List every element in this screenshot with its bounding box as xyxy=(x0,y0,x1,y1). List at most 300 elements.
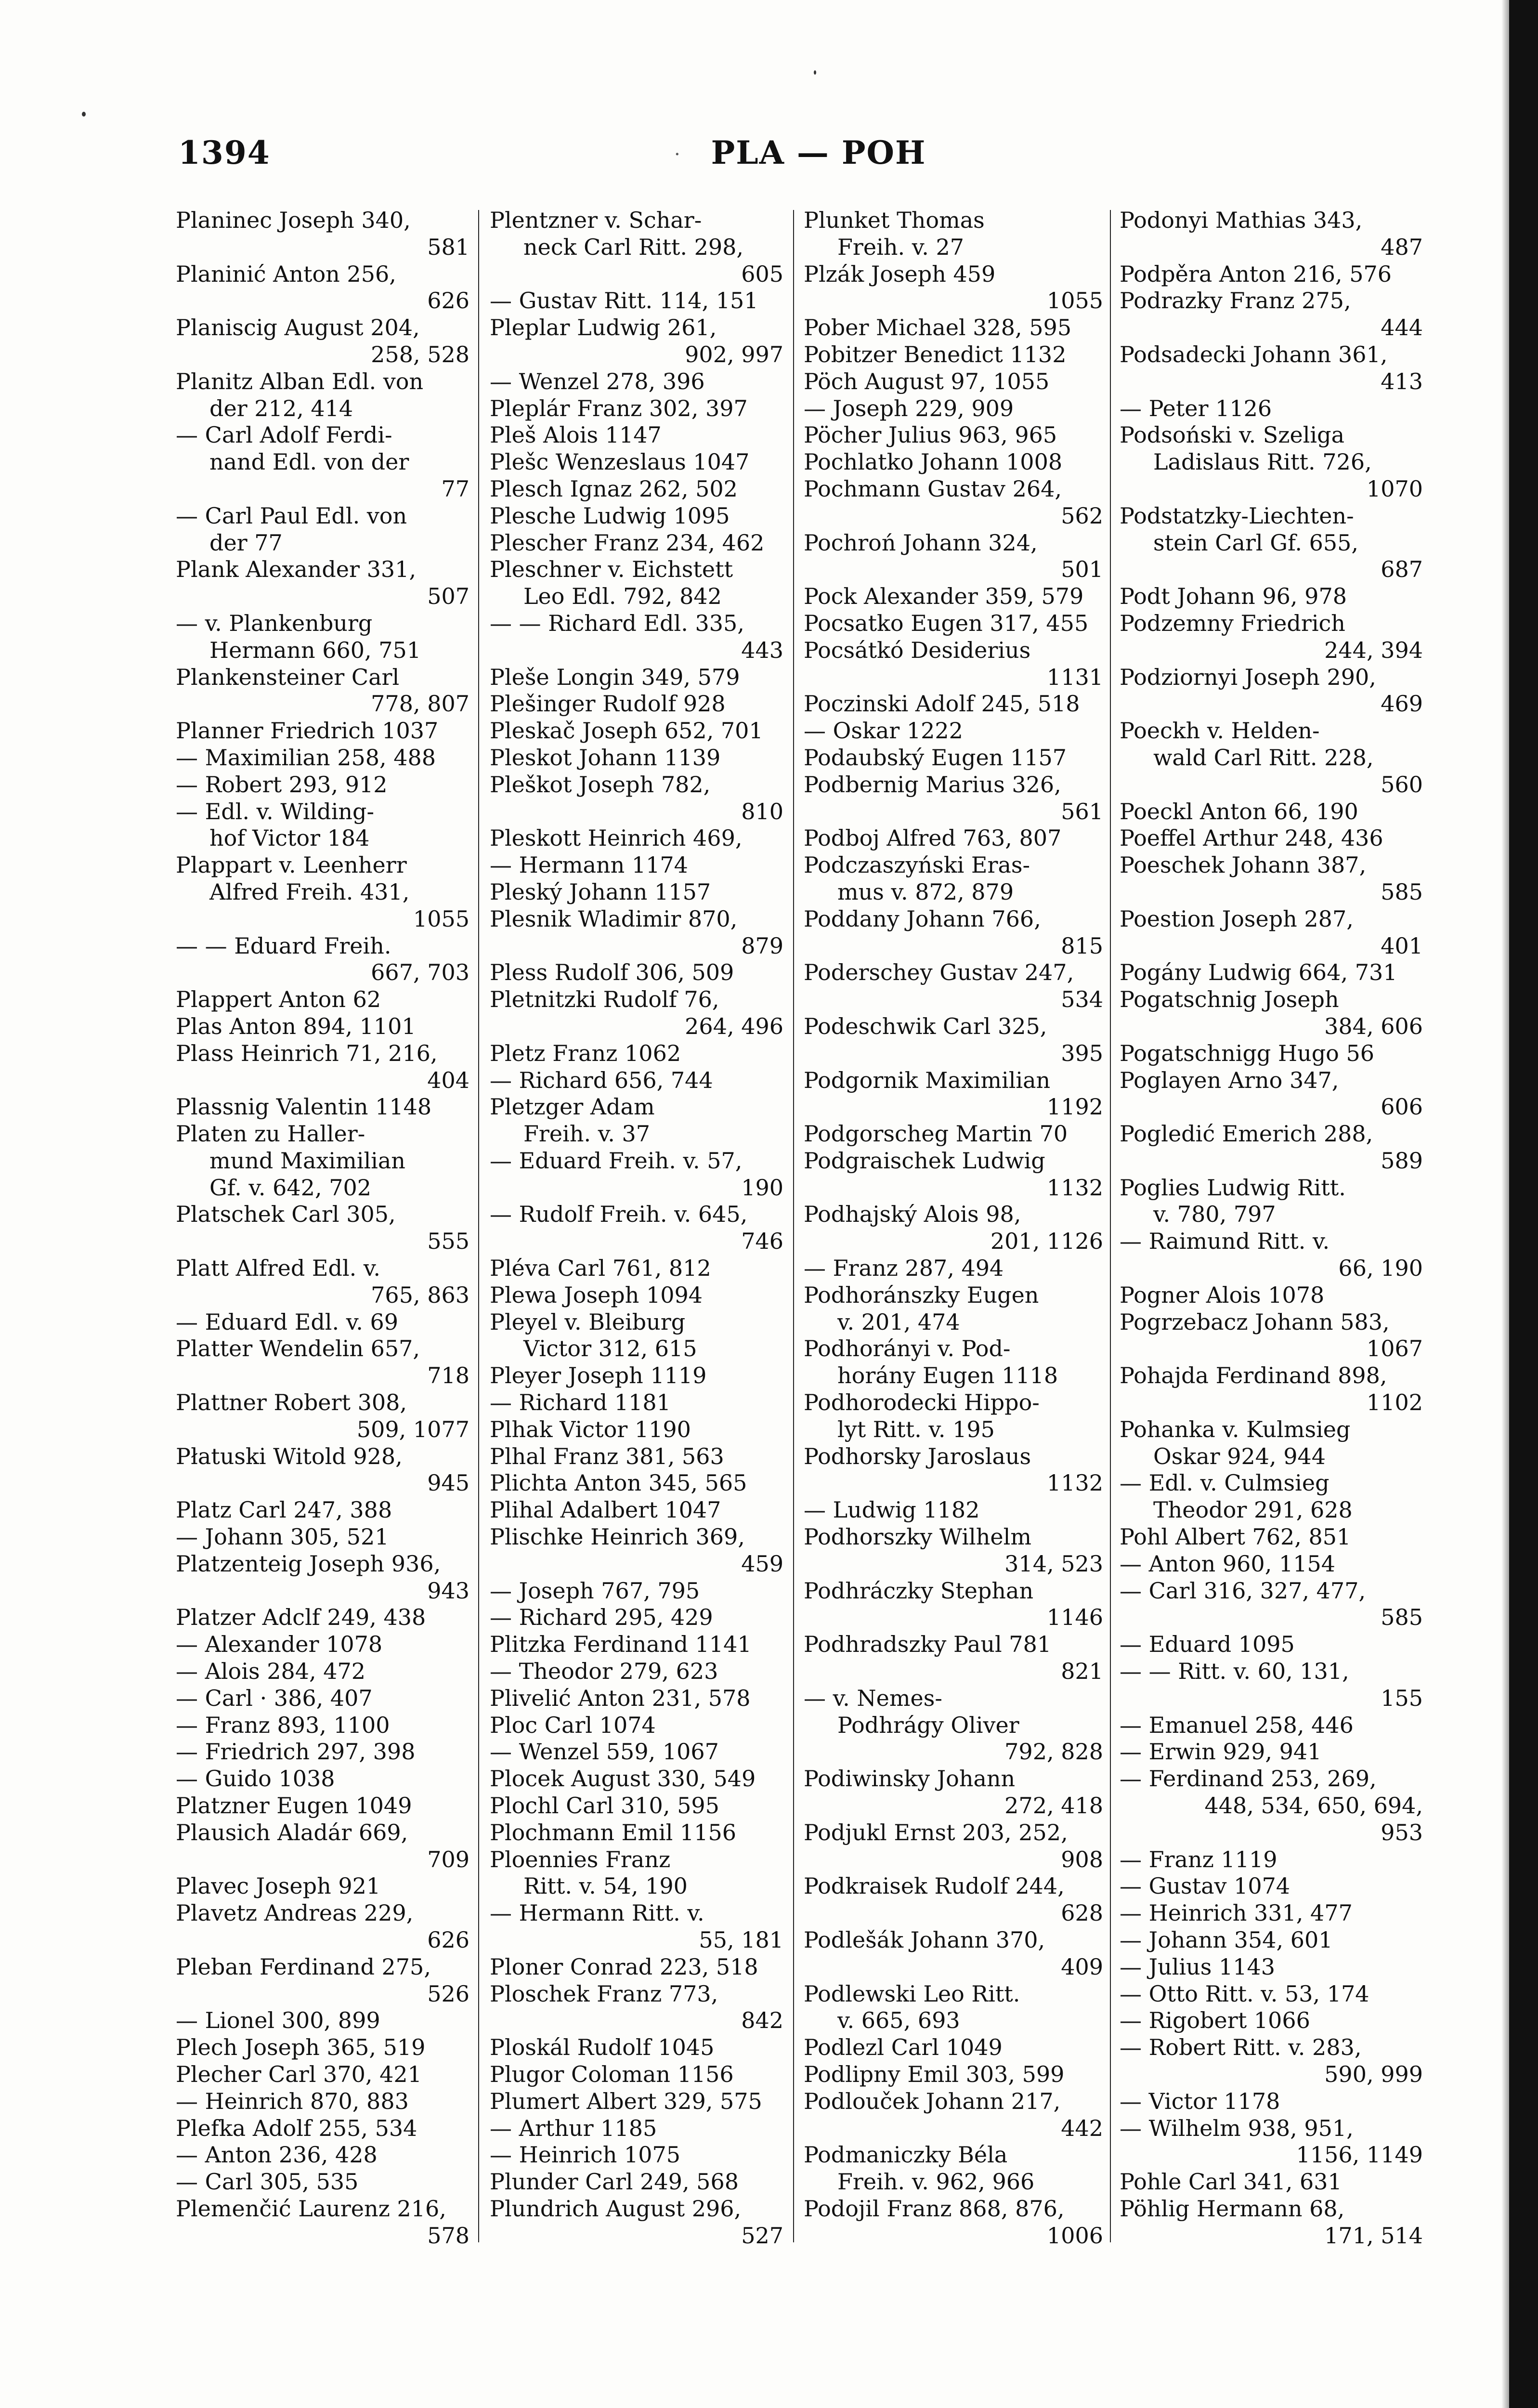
index-line-text: — Edl. v. Culmsieg xyxy=(1120,1470,1329,1496)
index-line xyxy=(804,1551,1103,1578)
index-line xyxy=(176,1819,469,1846)
index-line-text: Podsadecki Johann 361, xyxy=(1120,341,1388,367)
index-line xyxy=(1120,1981,1423,2008)
index-line xyxy=(490,1604,783,1631)
index-line-text: 562 xyxy=(1061,502,1103,529)
index-line xyxy=(490,1470,783,1497)
index-line xyxy=(804,1094,1103,1121)
index-line xyxy=(1120,933,1423,960)
index-line-text: — v. Plankenburg xyxy=(176,610,373,636)
index-line-text: — Rigobert 1066 xyxy=(1120,2007,1310,2034)
index-line xyxy=(176,1335,469,1362)
index-line xyxy=(1120,2196,1423,2223)
index-line-text: Pogatschnigg Hugo 56 xyxy=(1120,1040,1375,1066)
index-line xyxy=(490,422,783,449)
index-line xyxy=(1120,1228,1423,1255)
index-line xyxy=(490,1739,783,1766)
index-line xyxy=(1120,798,1423,825)
index-line-text: 585 xyxy=(1381,1604,1423,1631)
index-line-text: 626 xyxy=(427,1927,469,1953)
index-line-text: Podpěra Anton 216, 576 xyxy=(1120,261,1392,287)
index-line xyxy=(490,207,783,234)
index-line-text: Platzenteig Joseph 936, xyxy=(176,1550,441,1577)
index-line xyxy=(176,852,469,879)
index-line xyxy=(176,1793,469,1819)
index-line-text: Plentzner v. Schar- xyxy=(490,207,702,233)
index-line-text: Plocek August 330, 549 xyxy=(490,1766,756,1792)
index-line xyxy=(176,1927,469,1954)
index-line-text: Planinić Anton 256, xyxy=(176,261,396,287)
index-line xyxy=(490,1067,783,1094)
index-line-text: Pohajda Ferdinand 898, xyxy=(1120,1362,1387,1389)
index-line-text: Alfred Freih. 431, xyxy=(209,878,410,905)
index-line-text: Theodor 291, 628 xyxy=(1153,1497,1353,1523)
print-speck xyxy=(814,70,816,75)
index-line-text: — Maximilian 258, 488 xyxy=(176,744,436,771)
index-line xyxy=(804,314,1103,341)
index-line-text: 401 xyxy=(1381,932,1423,959)
index-line-text: v. 201, 474 xyxy=(837,1309,960,1335)
index-line xyxy=(804,1228,1103,1255)
index-line-text: — Wenzel 278, 396 xyxy=(490,368,705,394)
index-line xyxy=(490,772,783,798)
index-line xyxy=(490,718,783,745)
index-line-text: 442 xyxy=(1061,2115,1103,2141)
index-line-text: Plescher Franz 234, 462 xyxy=(490,529,765,556)
index-line-text: — Victor 1178 xyxy=(1120,2088,1280,2114)
index-line xyxy=(1120,1954,1423,1981)
index-line xyxy=(490,1846,783,1873)
index-line-text: 507 xyxy=(427,583,469,610)
index-line xyxy=(804,1389,1103,1416)
index-line-text: Podgraischek Ludwig xyxy=(804,1147,1045,1174)
index-line-text: 589 xyxy=(1381,1147,1423,1174)
index-line-text: Plochl Carl 310, 595 xyxy=(490,1793,719,1819)
index-line xyxy=(176,1175,469,1202)
index-line-text: 943 xyxy=(427,1577,469,1604)
index-line xyxy=(804,798,1103,825)
index-line xyxy=(1120,1201,1423,1228)
index-line xyxy=(490,610,783,637)
index-line xyxy=(490,234,783,261)
index-line xyxy=(1120,1470,1423,1497)
index-line xyxy=(490,879,783,906)
index-line xyxy=(490,1416,783,1443)
index-line xyxy=(176,1739,469,1766)
index-line-text: Pober Michael 328, 595 xyxy=(804,314,1072,341)
index-line-text: Podojil Franz 868, 876, xyxy=(804,2195,1065,2222)
index-line-text: 1102 xyxy=(1366,1389,1423,1416)
index-line xyxy=(1120,1040,1423,1067)
index-line-text: Podstatzky-Liechten- xyxy=(1120,502,1354,529)
index-line-text: Plass Heinrich 71, 216, xyxy=(176,1040,438,1066)
index-line-text: Plefka Adolf 255, 534 xyxy=(176,2115,417,2141)
index-line xyxy=(1120,879,1423,906)
index-line-text: Plech Joseph 365, 519 xyxy=(176,2034,426,2061)
index-line xyxy=(176,772,469,798)
index-line xyxy=(1120,745,1423,772)
index-line-text: Planner Friedrich 1037 xyxy=(176,718,439,744)
index-line-text: — Franz 1119 xyxy=(1120,1846,1277,1872)
index-line xyxy=(176,2196,469,2223)
index-line xyxy=(176,583,469,610)
index-line-text: Ploennies Franz xyxy=(490,1846,671,1872)
index-line xyxy=(176,1013,469,1040)
index-line xyxy=(176,1443,469,1470)
index-line-text: — Edl. v. Wilding- xyxy=(176,798,375,824)
index-line-text: Plunket Thomas xyxy=(804,207,985,233)
index-line xyxy=(490,288,783,314)
index-line-text: Podhorányi v. Pod- xyxy=(804,1335,1011,1362)
index-line xyxy=(490,1389,783,1416)
index-line-text: Podrazky Franz 275, xyxy=(1120,288,1351,314)
index-line xyxy=(804,1873,1103,1900)
index-line xyxy=(176,610,469,637)
index-line-text: — Eduard Freih. v. 57, xyxy=(490,1147,743,1174)
index-line-text: Podhorszky Wilhelm xyxy=(804,1524,1031,1550)
index-line xyxy=(804,1578,1103,1605)
index-line xyxy=(804,2142,1103,2169)
index-line xyxy=(1120,1551,1423,1578)
index-line-text: Platzer Adclf 249, 438 xyxy=(176,1604,426,1631)
index-line-text: 810 xyxy=(741,798,783,824)
index-line-text: 1156, 1149 xyxy=(1296,2142,1423,2168)
index-line xyxy=(490,1712,783,1739)
index-line-text: 1192 xyxy=(1046,1094,1103,1120)
index-line-text: Plesnik Wladimir 870, xyxy=(490,905,738,932)
column-divider xyxy=(793,210,794,2242)
index-line xyxy=(176,503,469,530)
index-line-text: Pogatschnig Joseph xyxy=(1120,986,1339,1013)
index-line xyxy=(490,906,783,933)
index-line xyxy=(490,933,783,960)
index-line-text: Podlewski Leo Ritt. xyxy=(804,1980,1020,2007)
index-line xyxy=(490,986,783,1013)
index-line xyxy=(804,2115,1103,2142)
index-line xyxy=(1120,1309,1423,1336)
index-line-text: 765, 863 xyxy=(371,1282,469,1308)
index-line-text: Ladislaus Ritt. 726, xyxy=(1153,449,1372,475)
index-line-text: 264, 496 xyxy=(685,1013,783,1039)
index-line-text: — Franz 287, 494 xyxy=(804,1255,1004,1282)
index-line-text: 1006 xyxy=(1046,2222,1103,2249)
index-line xyxy=(1120,1793,1423,1819)
index-line-text: 409 xyxy=(1061,1953,1103,1980)
index-line-text: 605 xyxy=(741,261,783,287)
index-line-text: Pleský Johann 1157 xyxy=(490,878,711,905)
index-line xyxy=(1120,1067,1423,1094)
index-line xyxy=(490,1873,783,1900)
index-line xyxy=(176,261,469,288)
index-line xyxy=(804,476,1103,503)
index-column-1 xyxy=(176,207,469,2278)
index-line-text: Platt Alfred Edl. v. xyxy=(176,1255,381,1282)
index-line-text: Podonyi Mathias 343, xyxy=(1120,207,1363,233)
index-line-text: — Joseph 767, 795 xyxy=(490,1577,700,1604)
index-line-text: — Julius 1143 xyxy=(1120,1953,1276,1980)
index-line xyxy=(1120,1094,1423,1121)
index-line xyxy=(176,825,469,852)
index-line xyxy=(1120,556,1423,583)
index-line xyxy=(804,2007,1103,2034)
index-line-text: Poddany Johann 766, xyxy=(804,905,1041,932)
index-line-text: 561 xyxy=(1061,798,1103,824)
index-line-text: Podhorsky Jaroslaus xyxy=(804,1443,1031,1469)
index-line xyxy=(490,2169,783,2196)
index-line-text: — Johann 354, 601 xyxy=(1120,1927,1333,1953)
index-line-text: Plzák Joseph 459 xyxy=(804,261,996,287)
index-line xyxy=(176,1981,469,2008)
index-line xyxy=(176,530,469,557)
index-line-text: Plischke Heinrich 369, xyxy=(490,1524,745,1550)
index-line xyxy=(1120,2223,1423,2250)
index-line xyxy=(804,1631,1103,1658)
index-line-text: — Gustav 1074 xyxy=(1120,1873,1290,1899)
index-line-text: Plhak Victor 1190 xyxy=(490,1416,691,1442)
index-line xyxy=(804,395,1103,422)
index-line-text: Plundrich August 296, xyxy=(490,2195,742,2222)
index-line xyxy=(490,745,783,772)
index-line xyxy=(804,1013,1103,1040)
index-line-text: 746 xyxy=(741,1228,783,1255)
index-line-text: Freih. v. 37 xyxy=(523,1121,651,1147)
index-line-text: — Richard 1181 xyxy=(490,1389,671,1416)
index-line xyxy=(1120,1443,1423,1470)
scan-border xyxy=(1509,0,1538,2408)
index-line xyxy=(490,1658,783,1685)
index-line xyxy=(176,341,469,368)
index-line-text: Pleškot Joseph 782, xyxy=(490,771,711,798)
index-line-text: Plichta Anton 345, 565 xyxy=(490,1470,747,1496)
index-line xyxy=(804,691,1103,718)
index-line xyxy=(1120,207,1423,234)
index-line xyxy=(176,1309,469,1336)
index-line-text: Pohl Albert 762, 851 xyxy=(1120,1524,1351,1550)
index-line-text: 953 xyxy=(1381,1819,1423,1845)
index-line-text: Pleše Longin 349, 579 xyxy=(490,664,740,690)
index-line xyxy=(804,610,1103,637)
index-line xyxy=(804,583,1103,610)
index-line xyxy=(804,1335,1103,1362)
index-line xyxy=(490,449,783,476)
index-line xyxy=(804,933,1103,960)
index-line xyxy=(490,503,783,530)
index-column-4 xyxy=(1120,207,1423,2278)
index-line xyxy=(490,959,783,986)
index-line xyxy=(1120,1121,1423,1148)
index-line-text: Ploschek Franz 773, xyxy=(490,1980,718,2007)
index-line xyxy=(804,1067,1103,1094)
index-line-text: mus v. 872, 879 xyxy=(837,878,1014,905)
index-line xyxy=(176,745,469,772)
index-line-text: Podboj Alfred 763, 807 xyxy=(804,825,1062,851)
index-line-text: Pléva Carl 761, 812 xyxy=(490,1255,711,1282)
index-line xyxy=(490,637,783,664)
index-line xyxy=(490,1175,783,1202)
index-line-text: — Franz 893, 1100 xyxy=(176,1712,390,1738)
index-line xyxy=(1120,1631,1423,1658)
index-line xyxy=(490,1578,783,1605)
page-header xyxy=(178,134,1430,177)
index-line-text: — Anton 236, 428 xyxy=(176,2142,378,2168)
index-line xyxy=(490,1148,783,1175)
index-line xyxy=(1120,664,1423,691)
index-line-text: — Eduard 1095 xyxy=(1120,1631,1295,1658)
index-line xyxy=(1120,503,1423,530)
index-line-text: Podkraisek Rudolf 244, xyxy=(804,1873,1065,1899)
index-line xyxy=(804,1497,1103,1524)
index-line-text: — Carl Paul Edl. von xyxy=(176,502,407,529)
index-line-text: Plappert Anton 62 xyxy=(176,986,381,1013)
index-line xyxy=(1120,772,1423,798)
index-line-text: lyt Ritt. v. 195 xyxy=(837,1416,995,1442)
index-line xyxy=(490,556,783,583)
index-line-text: — Raimund Ritt. v. xyxy=(1120,1228,1330,1255)
index-line-text: Podbernig Marius 326, xyxy=(804,771,1061,798)
index-line xyxy=(804,1658,1103,1685)
index-line-text: Freih. v. 27 xyxy=(837,234,965,260)
index-line-text: 444 xyxy=(1381,314,1423,341)
index-line-text: — Peter 1126 xyxy=(1120,395,1272,421)
index-line xyxy=(1120,1819,1423,1846)
index-line-text: stein Carl Gf. 655, xyxy=(1153,529,1359,556)
index-line-text: Pleyel v. Bleiburg xyxy=(490,1309,686,1335)
index-line-text: Plihal Adalbert 1047 xyxy=(490,1497,721,1523)
index-line xyxy=(804,1362,1103,1389)
index-line xyxy=(490,1685,783,1712)
index-line xyxy=(804,986,1103,1013)
index-line-text: Plesche Ludwig 1095 xyxy=(490,502,730,529)
index-line xyxy=(804,825,1103,852)
index-line xyxy=(176,449,469,476)
index-line-text: 314, 523 xyxy=(1004,1550,1103,1577)
index-line-text: Pochmann Gustav 264, xyxy=(804,475,1062,502)
index-line-text: 509, 1077 xyxy=(356,1416,469,1442)
index-line xyxy=(176,1040,469,1067)
index-line-text: 879 xyxy=(741,932,783,959)
index-line xyxy=(1120,1524,1423,1551)
index-line-text: 1146 xyxy=(1046,1604,1103,1631)
index-line-text: Ploc Carl 1074 xyxy=(490,1712,656,1738)
index-line-text: — Lionel 300, 899 xyxy=(176,2007,380,2034)
index-line xyxy=(490,1309,783,1336)
index-line xyxy=(1120,1013,1423,1040)
index-line xyxy=(1120,2115,1423,2142)
index-line xyxy=(1120,288,1423,314)
index-line xyxy=(804,1524,1103,1551)
index-line xyxy=(176,2223,469,2250)
index-line-text: Pleskott Heinrich 469, xyxy=(490,825,743,851)
index-line-text: 842 xyxy=(741,2007,783,2034)
index-line-text: der 212, 414 xyxy=(209,395,353,421)
index-line xyxy=(1120,906,1423,933)
index-line-text: 585 xyxy=(1381,878,1423,905)
index-line xyxy=(804,1981,1103,2008)
index-line xyxy=(176,1846,469,1873)
index-line xyxy=(176,1604,469,1631)
index-line xyxy=(1120,583,1423,610)
index-line xyxy=(176,1873,469,1900)
index-line-text: Plecher Carl 370, 421 xyxy=(176,2061,422,2087)
index-line xyxy=(804,1175,1103,1202)
index-line-text: Pogner Alois 1078 xyxy=(1120,1282,1325,1308)
index-line-text: 404 xyxy=(427,1067,469,1093)
index-line-text: Plankensteiner Carl xyxy=(176,664,400,690)
index-line-text: Poeckh v. Helden- xyxy=(1120,718,1320,744)
index-line-text: 821 xyxy=(1061,1658,1103,1685)
index-line xyxy=(176,1954,469,1981)
index-line xyxy=(1120,395,1423,422)
index-line-text: 448, 534, 650, 694, xyxy=(1204,1793,1423,1819)
index-line-text: 628 xyxy=(1061,1900,1103,1926)
index-line xyxy=(490,1631,783,1658)
index-line xyxy=(804,288,1103,314)
index-line-text: Pohanka v. Kulmsieg xyxy=(1120,1416,1351,1442)
index-line-text: 606 xyxy=(1381,1094,1423,1120)
index-line xyxy=(490,1040,783,1067)
index-line xyxy=(1120,637,1423,664)
index-line-text: 534 xyxy=(1061,986,1103,1013)
index-line-text: Pless Rudolf 306, 509 xyxy=(490,959,734,986)
index-line-text: Plassnig Valentin 1148 xyxy=(176,1094,432,1120)
index-line-text: Platz Carl 247, 388 xyxy=(176,1497,392,1523)
index-line-text: 778, 807 xyxy=(371,691,469,717)
index-line xyxy=(490,1255,783,1282)
index-line-text: Podsoński v. Szeliga xyxy=(1120,422,1345,448)
index-line-text: Pletz Franz 1062 xyxy=(490,1040,681,1066)
index-line-text: v. 665, 693 xyxy=(837,2007,960,2034)
index-line xyxy=(490,530,783,557)
index-line xyxy=(490,2088,783,2115)
index-line-text: — Theodor 279, 623 xyxy=(490,1658,718,1685)
index-line xyxy=(490,341,783,368)
index-line xyxy=(804,234,1103,261)
index-line xyxy=(804,530,1103,557)
index-line xyxy=(490,1524,783,1551)
index-line xyxy=(1120,1416,1423,1443)
index-line xyxy=(804,1793,1103,1819)
index-line-text: 527 xyxy=(741,2222,783,2249)
index-line xyxy=(176,959,469,986)
index-line xyxy=(1120,1685,1423,1712)
index-line-text: Pöhlig Hermann 68, xyxy=(1120,2195,1345,2222)
index-line-text: Victor 312, 615 xyxy=(523,1335,697,1362)
index-line-text: Plewa Joseph 1094 xyxy=(490,1282,703,1308)
index-line xyxy=(1120,530,1423,557)
index-line xyxy=(804,207,1103,234)
index-line-text: Poeckl Anton 66, 190 xyxy=(1120,798,1358,824)
index-line xyxy=(176,1389,469,1416)
index-line xyxy=(490,261,783,288)
index-line xyxy=(490,1201,783,1228)
index-line xyxy=(804,503,1103,530)
index-line xyxy=(176,879,469,906)
index-line xyxy=(804,1954,1103,1981)
index-line xyxy=(176,2115,469,2142)
index-line xyxy=(1120,1389,1423,1416)
index-line-text: horány Eugen 1118 xyxy=(837,1362,1058,1389)
index-line-text: Plappart v. Leenherr xyxy=(176,852,407,878)
index-line xyxy=(490,2142,783,2169)
index-line xyxy=(176,1712,469,1739)
index-columns xyxy=(176,207,1423,2278)
index-line-text: Pleš Alois 1147 xyxy=(490,422,662,448)
index-line xyxy=(490,1819,783,1846)
index-line-text: 244, 394 xyxy=(1324,637,1423,663)
index-line-text: Gf. v. 642, 702 xyxy=(209,1174,371,1201)
index-line-text: 1070 xyxy=(1366,475,1423,502)
index-line xyxy=(176,368,469,395)
